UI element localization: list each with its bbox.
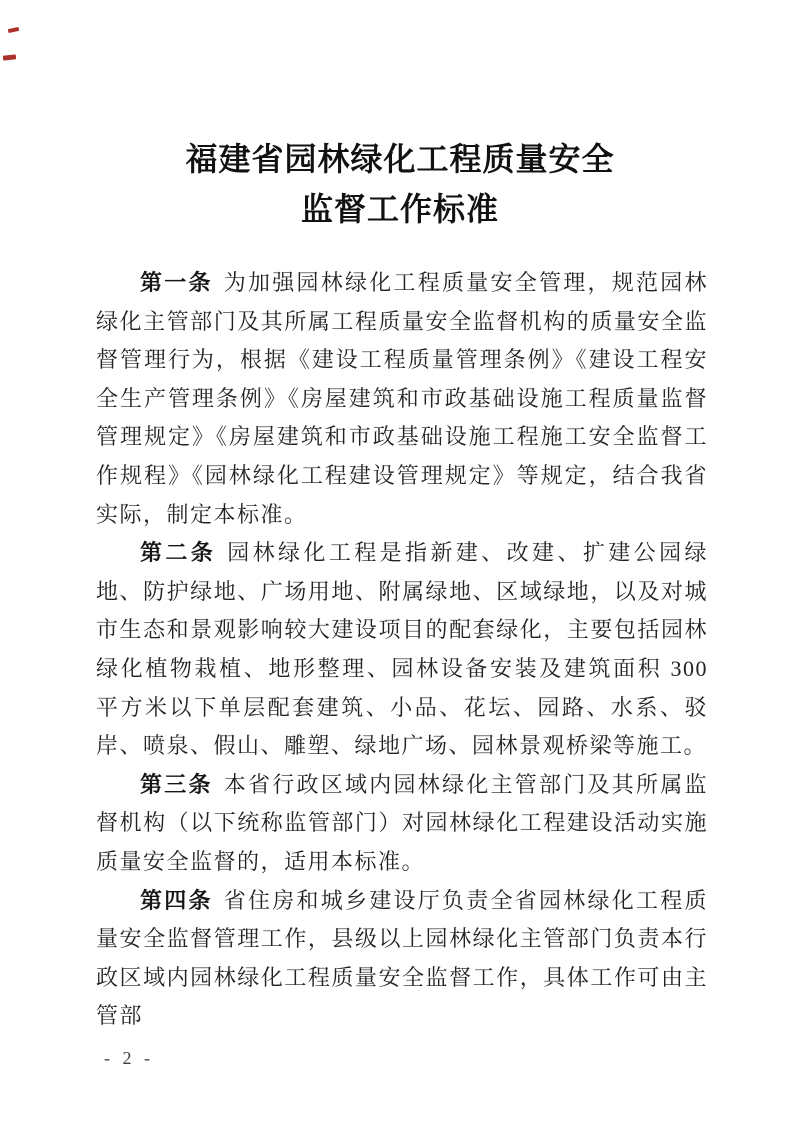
page-number: - 2 - xyxy=(104,1048,154,1068)
article-text: 本省行政区域内园林绿化主管部门及其所属监督机构（以下统称监管部门）对园林绿化工程建设活动实施质量安全监督的，适用本标准。 xyxy=(96,771,708,874)
article-paragraph xyxy=(96,766,708,882)
article-number: 第三条 xyxy=(140,771,213,797)
article-text: 为加强园林绿化工程质量安全管理，规范园林绿化主管部门及其所属工程质量安全监督机构的质量安全监督管理行为，根据《建设工程质量管理条例》《建设工程安全生产管理条例》《房屋建筑和市政基础设施工程质量监督管理规定》《房屋建筑和市政基础设施工程施工安全监督工作规程》《园林绿化工程建设管理规定》等规定，结合我省实际，制定本标准。 xyxy=(96,270,708,527)
article-number: 第四条 xyxy=(140,887,213,913)
article-paragraph xyxy=(96,264,708,534)
title-line-2: 监督工作标准 xyxy=(300,191,499,227)
article-text: 省住房和城乡建设厅负责全省园林绿化工程质量安全监督管理工作，县级以上园林绿化主管部门负责本行政区域内园林绿化工程质量安全监督工作，具体工作可由主管部 xyxy=(96,887,708,1029)
article-number: 第一条 xyxy=(140,270,213,295)
title-line-1: 福建省园林绿化工程质量安全 xyxy=(185,141,615,177)
document-body xyxy=(96,264,708,1036)
document-title xyxy=(0,0,800,234)
article-number: 第二条 xyxy=(140,540,217,566)
article-paragraph xyxy=(96,882,708,1036)
article-text: 园林绿化工程是指新建、改建、扩建公园绿地、防护绿地、广场用地、附属绿地、区域绿地，以及对城市生态和景观影响较大建设项目的配套绿化，主要包括园林绿化植物栽植、地形整理、园林设备安装及建筑面积 300 平方米以下单层配套建筑、小品、花坛、园路、水系、驳岸、喷泉、假山、雕塑、绿地广场、园林景观桥梁等施工。 xyxy=(96,540,708,759)
article-paragraph xyxy=(96,534,708,766)
